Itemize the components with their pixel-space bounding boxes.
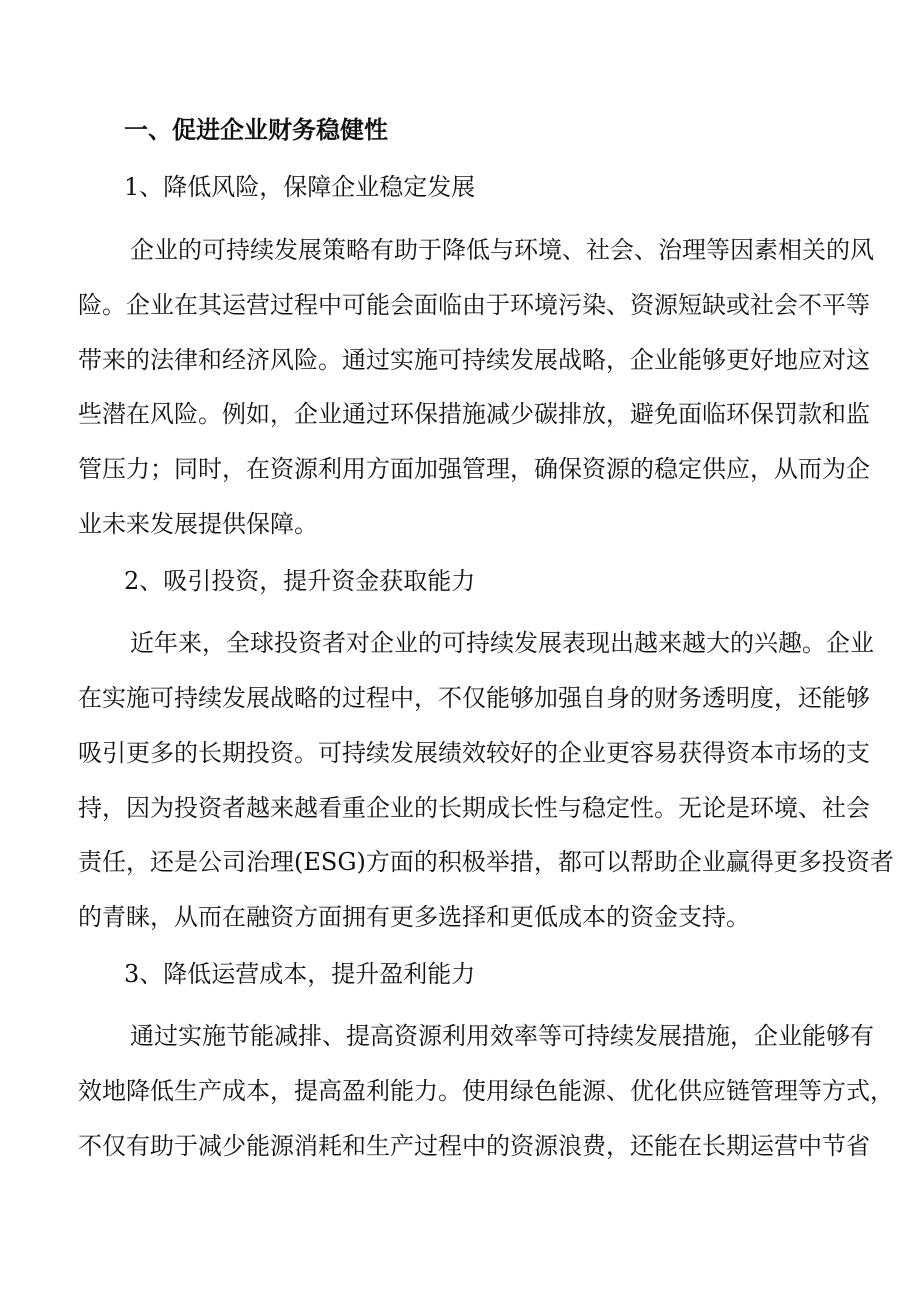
justified-text: 些 潜 在 风 险 。 例 如 ， 企 业 通 过 环 保 措 施 减 少 碳 排 放 ， 避 免 面 临 环 保 罚 款 和 监: [78, 400, 870, 428]
paragraph-3-line-1: [130, 1021, 920, 1051]
justified-text: 效 地 降 低 生 产 成 本 ， 提 高 盈 利 能 力 。 使 用 绿 色 能 源 、 优 化 供 应 链 管 理 等 方 式 ，: [78, 1077, 894, 1105]
paragraph-1-line-3: [78, 345, 920, 375]
justified-text: 企 业 的 可 持 续 发 展 策 略 有 助 于 降 低 与 环 境 、 社 会 、 治 理 等 因 素 相 关 的 风: [130, 236, 874, 264]
justified-text: 不 仅 有 助 于 减 少 能 源 消 耗 和 生 产 过 程 中 的 资 源 浪 费 ， 还 能 在 长 期 运 营 中 节 省: [78, 1132, 870, 1160]
paragraph-2-line-6: 的青睐，从而在融资方面拥有更多选择和更低成本的资金支持。: [78, 903, 750, 931]
subsection-title-3: 3、降低运营成本，提升盈利能力: [124, 960, 476, 988]
paragraph-1-line-5: [78, 454, 920, 484]
paragraph-3-line-3: [78, 1131, 920, 1161]
paragraph-2-line-1: [130, 628, 920, 658]
paragraph-2-line-3: [78, 738, 920, 768]
justified-text: 险 。 企 业 在 其 运 营 过 程 中 可 能 会 面 临 由 于 环 境 污 染 、 资 源 短 缺 或 社 会 不 平 等: [78, 291, 870, 319]
paragraph-1-line-4: [78, 399, 920, 429]
justified-text: 责 任 ， 还 是 公 司 治 理 ( E S G ) 方 面 的 积 极 举 措 ， 都 可 以 帮 助 企 业 赢 得 更 多 投 资 者: [78, 848, 894, 876]
paragraph-2-line-2: [78, 683, 920, 713]
justified-text: 吸 引 更 多 的 长 期 投 资 。 可 持 续 发 展 绩 效 较 好 的 企 业 更 容 易 获 得 资 本 市 场 的 支: [78, 739, 870, 767]
paragraph-3-line-2: [78, 1076, 920, 1106]
subsection-title-1: 1、降低风险，保障企业稳定发展: [124, 173, 476, 201]
justified-text: 持 ， 因 为 投 资 者 越 来 越 看 重 企 业 的 长 期 成 长 性 与 稳 定 性 。 无 论 是 环 境 、 社 会: [78, 794, 870, 822]
paragraph-1-line-6: 业未来发展提供保障。: [78, 510, 318, 538]
paragraph-1-line-2: [78, 290, 920, 320]
justified-text: 管 压 力 ； 同 时 ， 在 资 源 利 用 方 面 加 强 管 理 ， 确 保 资 源 的 稳 定 供 应 ， 从 而 为 企: [78, 455, 870, 483]
paragraph-1-line-1: [130, 235, 920, 265]
section-heading: 一、促进企业财务稳健性: [124, 115, 388, 144]
justified-text: 近 年 来 ， 全 球 投 资 者 对 企 业 的 可 持 续 发 展 表 现 出 越 来 越 大 的 兴 趣 。 企 业: [130, 629, 874, 657]
subsection-title-2: 2、吸引投资，提升资金获取能力: [124, 567, 476, 595]
paragraph-2-line-4: [78, 793, 920, 823]
paragraph-2-line-5: [78, 847, 920, 877]
justified-text: 在 实 施 可 持 续 发 展 战 略 的 过 程 中 ， 不 仅 能 够 加 强 自 身 的 财 务 透 明 度 ， 还 能 够: [78, 684, 870, 712]
justified-text: 带 来 的 法 律 和 经 济 风 险 。 通 过 实 施 可 持 续 发 展 战 略 ， 企 业 能 够 更 好 地 应 对 这: [78, 346, 870, 374]
justified-text: 通 过 实 施 节 能 减 排 、 提 高 资 源 利 用 效 率 等 可 持 续 发 展 措 施 ， 企 业 能 够 有: [130, 1022, 874, 1050]
